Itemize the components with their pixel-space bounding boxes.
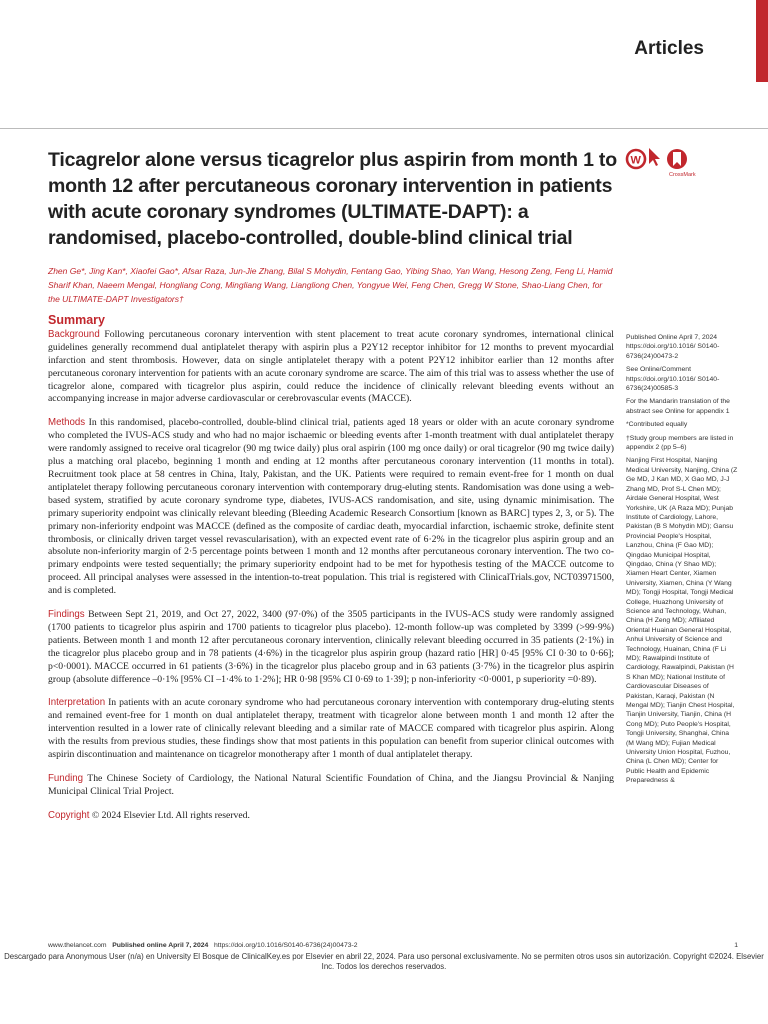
summary-heading: Summary <box>48 313 105 327</box>
article-title: Ticagrelor alone versus ticagrelor plus aspirin from month 1 to month 12 after percutaneous coronary intervention in patients with acute coronary syndromes (ULTIMATE-DAPT): a randomised, placebo-controlled, double-blind clinical trial <box>48 149 617 249</box>
header-accent-bar <box>756 0 768 82</box>
open-access-icon <box>627 150 645 168</box>
section-label: Articles <box>634 38 704 59</box>
footer-doi[interactable]: https://doi.org/10.1016/S0140-6736(24)00473-2 <box>213 942 358 949</box>
interpretation-paragraph <box>48 697 614 762</box>
page-footer <box>48 942 738 949</box>
cursor-icon <box>649 148 660 166</box>
methods-text: In this randomised, placebo-controlled, double-blind clinical trial, patients aged 18 years or older with an acute coronary syndrome who completed the IVUS-ACS study and who had no major ischaemic or bleeding events after 1-month treatment with dual antiplatelet therapy were randomly assigned to receive oral ticagrelor (90 mg twice daily) plus oral aspirin (100 mg once daily) or oral ticagrelor (90 mg twice daily) plus a matching oral placebo, beginning 1 month and ending at 12 months after percutaneous coronary intervention (11 months in total). Recruitment took place at 58 centres in China, Italy, Pakistan, and the UK. Patients were required to remain event-free for 1 month on dual antiplatelet therapy following percutaneous coronary intervention with contemporary drug-eluting stents. Randomisation was done using a web-based system, stratified by acute coronary syndrome type, diabetes, IVUS-ACS randomisation, and site, using dynamic minimisation. The primary superiority endpoint was clinically relevant bleeding (Bleeding Academic Research Consortium [known as BARC] types 2, 3, or 5). The primary non-inferiority endpoint was MACCE (defined as the composite of cardiac death, myocardial infarction, ischaemic stroke, definite stent thrombosis, or clinically driven target vessel revascularisation), with an expected event rate of 6·2% in the ticagrelor plus aspirin group and an absolute non-inferiority margin of 2·5 percentage points between 1 month and 12 months after percutaneous coronary intervention. The two co-primary endpoints were tested sequentially; the primary superiority endpoint had to be met for hypothesis testing of the MACCE outcome to proceed. All principal analyses were assessed in the intention-to-treat population. This trial is registered with ClinicalTrials.gov, NCT03971500, and is completed. <box>48 417 614 597</box>
mandarin-translation-note[interactable]: For the Mandarin translation of the abstract see Online for appendix 1 <box>626 398 730 415</box>
copyright-text: © 2024 Elsevier Ltd. All rights reserved. <box>91 809 250 821</box>
background-text: Following percutaneous coronary intervention with stent placement to treat acute coronary syndromes, international clinical guidelines generally recommend dual antiplatelet therapy with aspirin plus a P2Y12 receptor inhibitor for 12 months to prevent myocardial infarction and stent thrombosis. However, data on single antiplatelet therapy with a potent P2Y12 inhibitor earlier than 12 months after percutaneous coronary intervention for patients with an acute coronary syndrome are scarce. The aim of this trial was to assess whether the use of ticagrelor alone, compared with ticagrelor plus aspirin, could reduce the incidence of clinically relevant bleeding events without an accompanying increase in major adverse cardiovascular or cerebrovascular events (MACCE). <box>48 328 614 405</box>
background-label: Background <box>48 328 100 340</box>
findings-paragraph <box>48 609 614 686</box>
funding-text: The Chinese Society of Cardiology, the National Natural Scientific Foundation of China, and the Jiangsu Provincial & Nanjing Municipal Clinical Trial Project. <box>48 773 615 797</box>
contributed-equally-note: *Contributed equally <box>626 421 688 429</box>
interpretation-label: Interpretation <box>48 697 106 709</box>
affiliations: Nanjing First Hospital, Nanjing Medical University, Nanjing, China (Z Ge MD, J Kan MD, X Gao MD, J-J Zhang MD, Prof S-L Chen MD); Airdale General Hospital, West Yorkshire, UK (A Raza MD); Punjab Institute of Cardiology, Lahore, Pakistan (B S Mohydin MD); Gansu Provincial People's Hospital, Lanzhou, China (F Gao MD); Qingdao Municipal Hospital, Qingdao, China (Y Shao MD); Xiamen Heart Center, Xiamen University, Xiamen, China (Y Wang MD); Tongji Hospital, Tongji Medical College, Huazhong University of Science and Technology, Wuhan, China (H Zeng MD); Affiliated Oriental Huainan General Hospital, Anhui University of Science and Technology, Huainan, China (F Li MD); Rawalpindi Institute of Cardiology, Rawalpindi, Pakistan (H S Khan MD); National Institute of Cardiovascular Diseases of Pakistan, Karaqi, Pakistan (N Mengal MD); Tianjin Chest Hospital, Tianjin University, Tianjin, China (H Cong MD); Puto People's Hospital, Tongji University, Shanghai, China (M Wang MD); Fujian Medical University Union Hospital, Fuzhou, China (L Chen MD); Center for Public Health and Epidemic Preparedness & <box>626 457 738 785</box>
download-disclaimer: Descargado para Anonymous User (n/a) en University El Bosque de ClinicalKey.es por Elsevier en abril 22, 2024. Para uso personal exclusivamente. No se permiten otros usos sin autorización. Copyright ©2024. Elsevier Inc. Todos los derechos reservados. <box>4 952 764 971</box>
interpretation-text: In patients with an acute coronary syndrome who had percutaneous coronary intervention with contemporary drug-eluting stents and remained event-free for 1 month on dual antiplatelet therapy, treatment with ticagrelor alone between month 1 and month 12 after the intervention resulted in a lower rate of clinically relevant bleeding and a similar rate of MACCE compared with ticagrelor plus aspirin. Along with the results from previous studies, these findings show that most patients in this population can benefit from superior clinical outcomes with aspirin discontinuation and maintenance on ticagrelor monotherapy after 1 month of dual antiplatelet therapy. <box>48 697 615 761</box>
methods-paragraph <box>48 417 614 598</box>
sidebar <box>626 333 738 790</box>
footer-published: Published online April 7, 2024 <box>112 942 209 949</box>
published-online-link[interactable]: Published Online April 7, 2024 https://doi.org/10.1016/ S0140-6736(24)00473-2 <box>626 334 720 360</box>
svg-text:CrossMark: CrossMark <box>669 172 696 178</box>
svg-text:W: W <box>630 154 641 167</box>
findings-text: Between Sept 21, 2019, and Oct 27, 2022, 3400 (97·0%) of the 3505 participants in the IVUS-ACS study were randomly assigned (1700 patients to ticagrelor plus aspirin and 1700 patients to ticagrelor plus placebo). 12-month follow-up was completed by 3399 (>99·9%) patients. Between month 1 and month 12 after percutaneous coronary intervention, clinically relevant bleeding occurred in 35 patients (2·1%) in the ticagrelor plus placebo group and in 78 patients (4·6%) in the ticagrelor plus aspirin group (hazard ratio [HR] 0·45 [95% CI 0·30 to 0·66]; p<0·0001). MACCE occurred in 61 patients (3·6%) in the ticagrelor plus placebo group and in 63 patients (3·7%) in the ticagrelor plus aspirin group (absolute difference –0·1% [95% CI –1·4% to 1·2%]; HR 0·98 [95% CI 0·69 to 1·39]; p non-inferiority <0·0001, p superiority =0·89). <box>48 609 614 685</box>
footer-site[interactable]: www.thelancet.com <box>48 942 107 949</box>
header-rule <box>0 128 768 129</box>
methods-label: Methods <box>48 417 86 429</box>
author-list: Zhen Ge*, Jing Kan*, Xiaofei Gao*, Afsar Raza, Jun-Jie Zhang, Bilal S Mohydin, Fentang Gao, Yibing Shao, Yan Wang, Hesong Zeng, Feng Li, Hamid Sharif Khan, Naeem Mengal, Hongliang Cong, Mingliang Wang, Liangliong Chen, Yongyue Wei, Feng Chen, Gregg W Stone, Shao-Liang Chen, for the ULTIMATE-DAPT Investigators† <box>48 266 613 304</box>
copyright-paragraph <box>48 810 614 823</box>
copyright-label: Copyright <box>48 809 90 821</box>
background-paragraph <box>48 329 614 406</box>
crossmark-icon <box>667 149 696 178</box>
see-comment-link[interactable]: See Online/Comment https://doi.org/10.1016/ S0140-6736(24)00585-3 <box>626 366 720 393</box>
open-access-crossmark-badge[interactable] <box>625 146 700 178</box>
funding-paragraph <box>48 773 614 799</box>
page-number: 1 <box>734 942 738 949</box>
summary-section <box>48 314 614 834</box>
study-group-note: †Study group members are listed in appendix 2 (pp 5–6) <box>626 434 734 452</box>
funding-label: Funding <box>48 773 84 784</box>
findings-label: Findings <box>48 609 85 621</box>
